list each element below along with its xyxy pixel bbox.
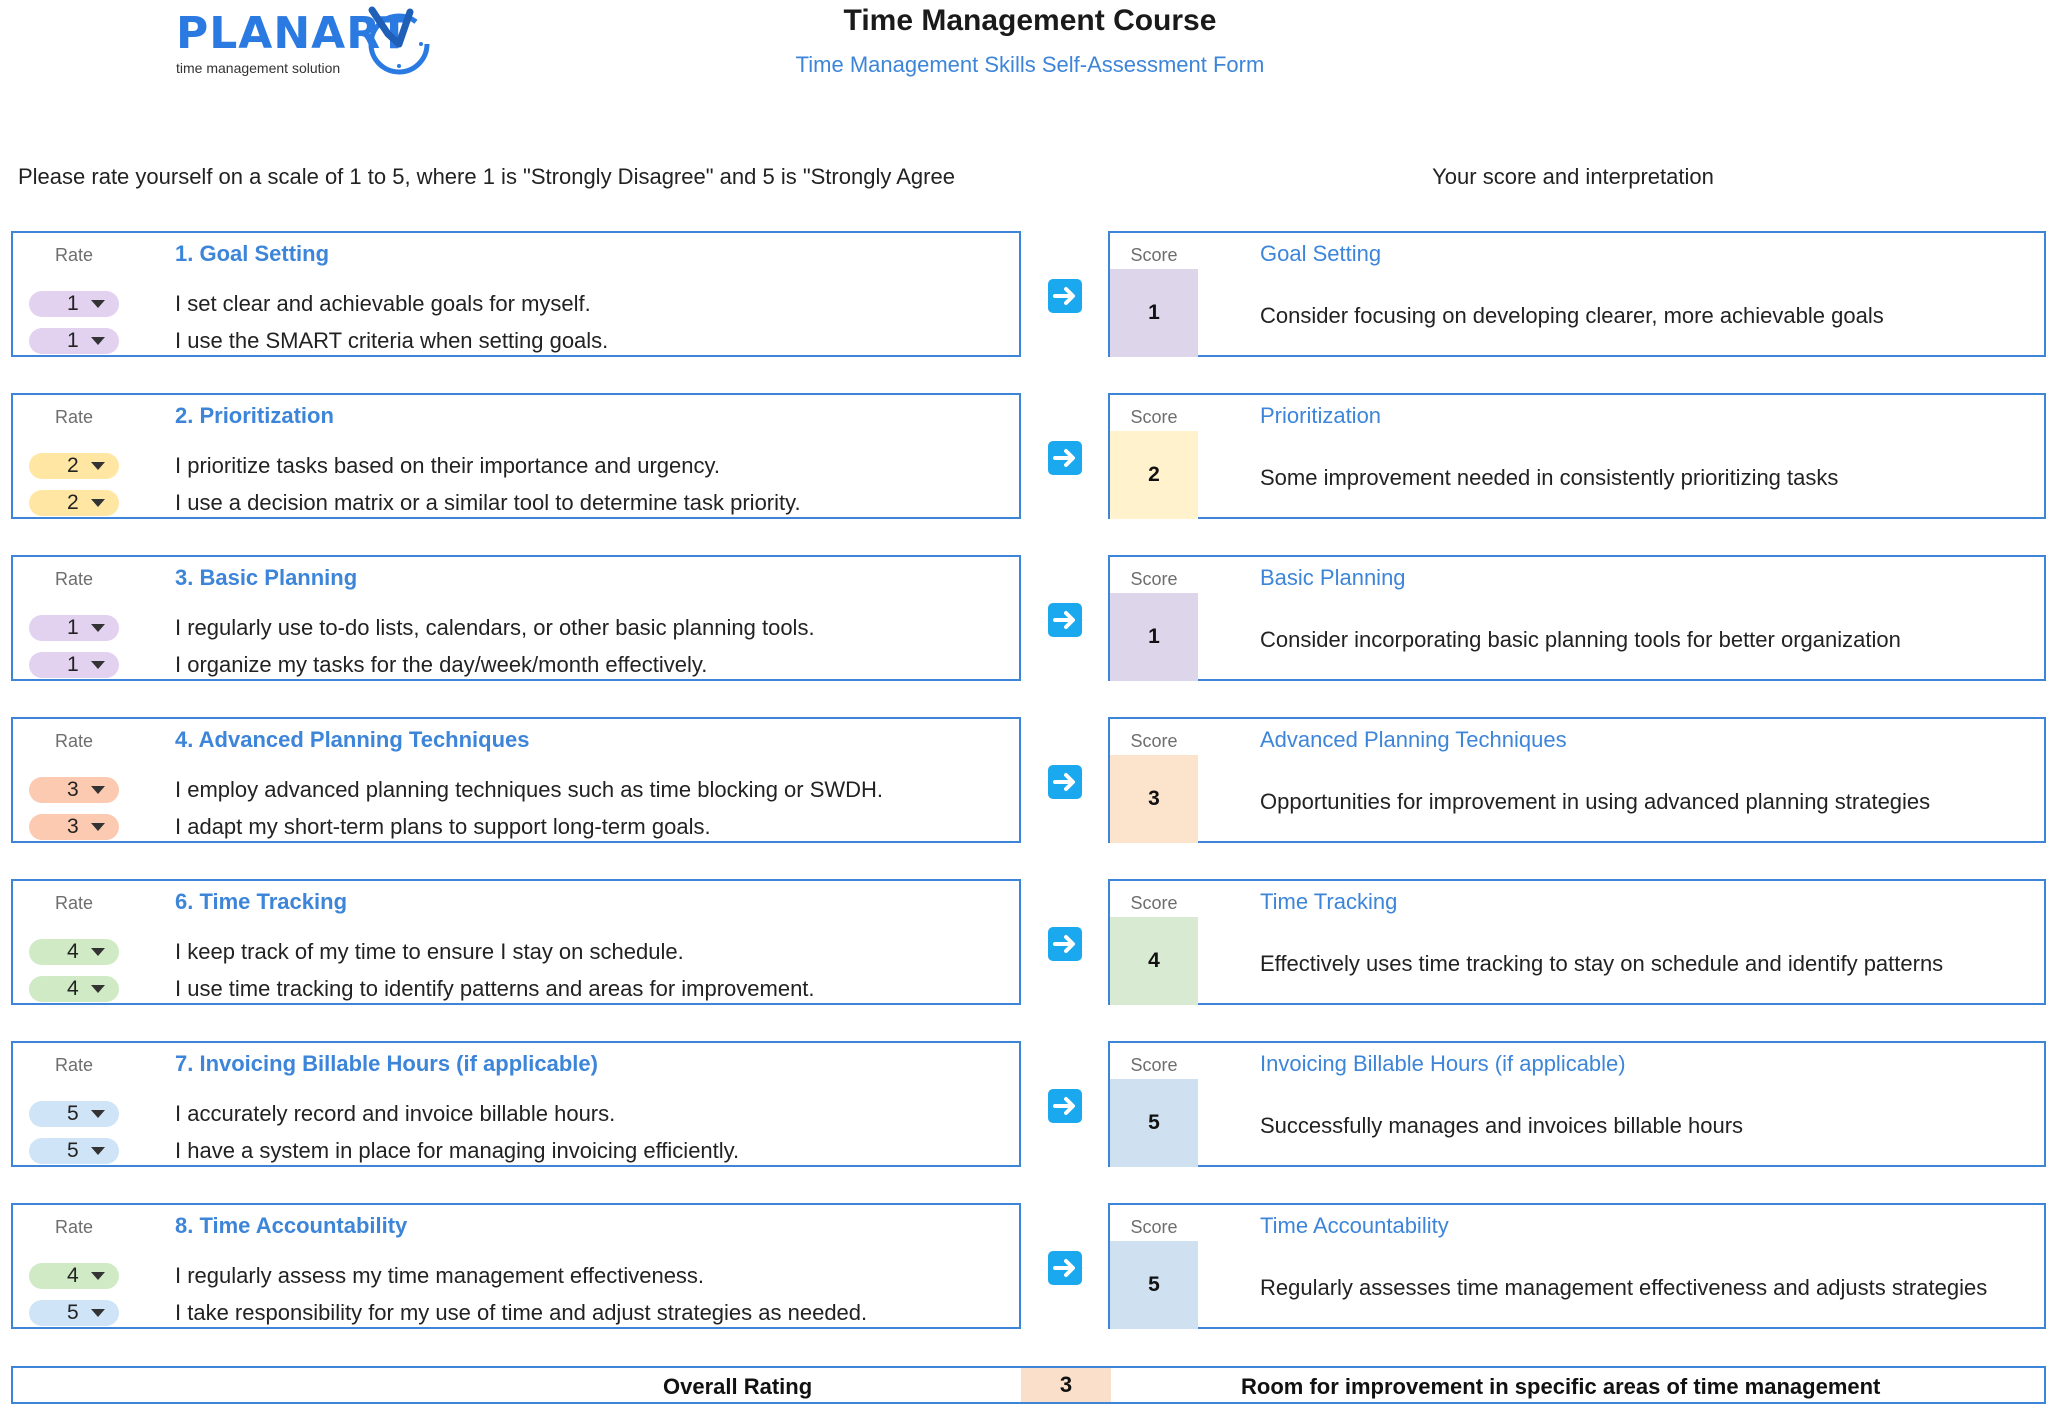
score-panel	[1108, 555, 2046, 681]
rating-value: 2	[67, 454, 79, 477]
rate-panel	[11, 717, 1021, 843]
question-text: I prioritize tasks based on their importance and urgency.	[175, 453, 720, 478]
score-category-title: Basic Planning	[1260, 565, 1406, 590]
score-value: 5	[1110, 1241, 1198, 1329]
question-text: I organize my tasks for the day/week/month effectively.	[175, 652, 708, 677]
rating-value: 4	[67, 940, 79, 963]
rate-label: Rate	[55, 1217, 94, 1237]
chevron-down-icon	[91, 948, 105, 956]
section-title: 4. Advanced Planning Techniques	[175, 727, 530, 752]
question-text: I use a decision matrix or a similar tool to determine task priority.	[175, 490, 801, 515]
chevron-down-icon	[91, 661, 105, 669]
score-panel	[1108, 1041, 2046, 1167]
rating-instruction: Please rate yourself on a scale of 1 to 5, where 1 is "Strongly Disagree" and 5 is "Strongly Agree	[18, 164, 955, 189]
score-interpretation: Opportunities for improvement in using advanced planning strategies	[1260, 789, 1931, 814]
score-category-title: Goal Setting	[1260, 241, 1382, 266]
rating-dropdown[interactable]	[29, 1263, 119, 1289]
question-text: I regularly use to-do lists, calendars, or other basic planning tools.	[175, 615, 815, 640]
rate-panel	[11, 393, 1021, 519]
logo-wordmark: PLANART	[176, 8, 411, 59]
section-title: 1. Goal Setting	[175, 241, 330, 266]
score-interpretation: Consider incorporating basic planning tools for better organization	[1260, 627, 1901, 652]
chevron-down-icon	[91, 1309, 105, 1317]
rating-dropdown[interactable]	[29, 939, 119, 965]
rating-value: 4	[67, 1264, 79, 1287]
rating-dropdown[interactable]	[29, 615, 119, 641]
arrow-right-icon	[1048, 765, 1082, 799]
score-category-title: Time Tracking	[1260, 889, 1398, 914]
chevron-down-icon	[91, 300, 105, 308]
arrow-right-icon	[1048, 279, 1082, 313]
rate-panel	[11, 879, 1021, 1005]
score-label: Score	[1130, 245, 1178, 265]
rate-panel	[11, 231, 1021, 357]
score-category-title: Prioritization	[1260, 403, 1382, 428]
arrow-right-icon	[1048, 1089, 1082, 1123]
rating-dropdown[interactable]	[29, 1300, 119, 1326]
rating-value: 2	[67, 491, 79, 514]
score-label: Score	[1130, 1217, 1178, 1237]
rate-label: Rate	[55, 407, 94, 427]
rate-panel	[11, 1041, 1021, 1167]
question-text: I keep track of my time to ensure I stay on schedule.	[175, 939, 684, 964]
chevron-down-icon	[91, 499, 105, 507]
rate-label: Rate	[55, 569, 94, 589]
rating-value: 4	[67, 977, 79, 1000]
overall-rating-row	[11, 1366, 2046, 1404]
rating-value: 1	[67, 292, 79, 315]
score-panel	[1108, 231, 2046, 357]
rating-dropdown[interactable]	[29, 328, 119, 354]
rate-panel	[11, 555, 1021, 681]
score-value: 5	[1110, 1079, 1198, 1167]
score-value: 1	[1110, 269, 1198, 357]
rating-value: 3	[67, 815, 79, 838]
question-text: I take responsibility for my use of time and adjust strategies as needed.	[175, 1300, 868, 1325]
score-interpretation: Regularly assesses time management effectiveness and adjusts strategies	[1260, 1275, 1988, 1300]
overall-rating-label: Overall Rating	[663, 1374, 813, 1399]
rating-dropdown[interactable]	[29, 976, 119, 1002]
chevron-down-icon	[91, 1272, 105, 1280]
score-category-title: Invoicing Billable Hours (if applicable)	[1260, 1051, 1626, 1076]
rating-dropdown[interactable]	[29, 291, 119, 317]
score-interpretation: Some improvement needed in consistently prioritizing tasks	[1260, 465, 1839, 490]
score-panel	[1108, 879, 2046, 1005]
question-text: I use the SMART criteria when setting goals.	[175, 328, 609, 353]
score-interpretation: Successfully manages and invoices billable hours	[1260, 1113, 1744, 1138]
score-panel	[1108, 1203, 2046, 1329]
arrow-right-icon	[1048, 441, 1082, 475]
question-text: I have a system in place for managing invoicing efficiently.	[175, 1138, 740, 1163]
rating-dropdown[interactable]	[29, 1101, 119, 1127]
arrow-right-icon	[1048, 927, 1082, 961]
section-title: 8. Time Accountability	[175, 1213, 408, 1238]
arrow-right-icon	[1048, 603, 1082, 637]
score-value: 1	[1110, 593, 1198, 681]
rating-dropdown[interactable]	[29, 814, 119, 840]
score-panel	[1108, 717, 2046, 843]
score-label: Score	[1130, 407, 1178, 427]
rate-label: Rate	[55, 1055, 94, 1075]
question-text: I employ advanced planning techniques such as time blocking or SWDH.	[175, 777, 884, 802]
question-text: I adapt my short-term plans to support long-term goals.	[175, 814, 711, 839]
logo-tagline: time management solution	[176, 60, 341, 76]
chevron-down-icon	[91, 1147, 105, 1155]
rating-value: 5	[67, 1301, 79, 1324]
chevron-down-icon	[91, 786, 105, 794]
rating-dropdown[interactable]	[29, 453, 119, 479]
overall-interpretation: Room for improvement in specific areas of time management	[1241, 1374, 1881, 1399]
clock-icon	[366, 4, 432, 78]
arrow-right-icon	[1048, 1251, 1082, 1285]
chevron-down-icon	[91, 823, 105, 831]
score-value: 2	[1110, 431, 1198, 519]
chevron-down-icon	[91, 985, 105, 993]
rating-value: 1	[67, 616, 79, 639]
score-value: 4	[1110, 917, 1198, 1005]
chevron-down-icon	[91, 462, 105, 470]
score-category-title: Advanced Planning Techniques	[1260, 727, 1567, 752]
question-text: I set clear and achievable goals for myself.	[175, 291, 591, 316]
score-label: Score	[1130, 893, 1178, 913]
score-label: Score	[1130, 731, 1178, 751]
section-title: 6. Time Tracking	[175, 889, 348, 914]
rating-dropdown[interactable]	[29, 490, 119, 516]
rating-dropdown[interactable]	[29, 652, 119, 678]
overall-rating-value: 3	[1021, 1368, 1111, 1402]
rating-value: 1	[67, 653, 79, 676]
rate-panel	[11, 1203, 1021, 1329]
score-category-title: Time Accountability	[1260, 1213, 1449, 1238]
question-text: I accurately record and invoice billable hours.	[175, 1101, 616, 1126]
chevron-down-icon	[91, 337, 105, 345]
rating-value: 5	[67, 1139, 79, 1162]
chevron-down-icon	[91, 1110, 105, 1118]
page-title: Time Management Course	[843, 4, 1217, 37]
rate-label: Rate	[55, 245, 94, 265]
rating-value: 1	[67, 329, 79, 352]
score-value: 3	[1110, 755, 1198, 843]
question-text: I use time tracking to identify patterns and areas for improvement.	[175, 976, 815, 1001]
page-subtitle: Time Management Skills Self-Assessment Form	[795, 52, 1265, 77]
rate-label: Rate	[55, 731, 94, 751]
score-heading: Your score and interpretation	[1432, 164, 1714, 189]
rating-dropdown[interactable]	[29, 777, 119, 803]
planarty-logo	[176, 2, 436, 80]
section-title: 2. Prioritization	[175, 403, 334, 428]
score-panel	[1108, 393, 2046, 519]
score-label: Score	[1130, 569, 1178, 589]
rating-dropdown[interactable]	[29, 1138, 119, 1164]
chevron-down-icon	[91, 624, 105, 632]
score-interpretation: Effectively uses time tracking to stay on schedule and identify patterns	[1260, 951, 1944, 976]
rate-label: Rate	[55, 893, 94, 913]
rating-value: 3	[67, 778, 79, 801]
question-text: I regularly assess my time management effectiveness.	[175, 1263, 705, 1288]
score-interpretation: Consider focusing on developing clearer, more achievable goals	[1260, 303, 1884, 328]
section-title: 7. Invoicing Billable Hours (if applicable)	[175, 1051, 598, 1076]
score-label: Score	[1130, 1055, 1178, 1075]
rating-value: 5	[67, 1102, 79, 1125]
section-title: 3. Basic Planning	[175, 565, 358, 590]
